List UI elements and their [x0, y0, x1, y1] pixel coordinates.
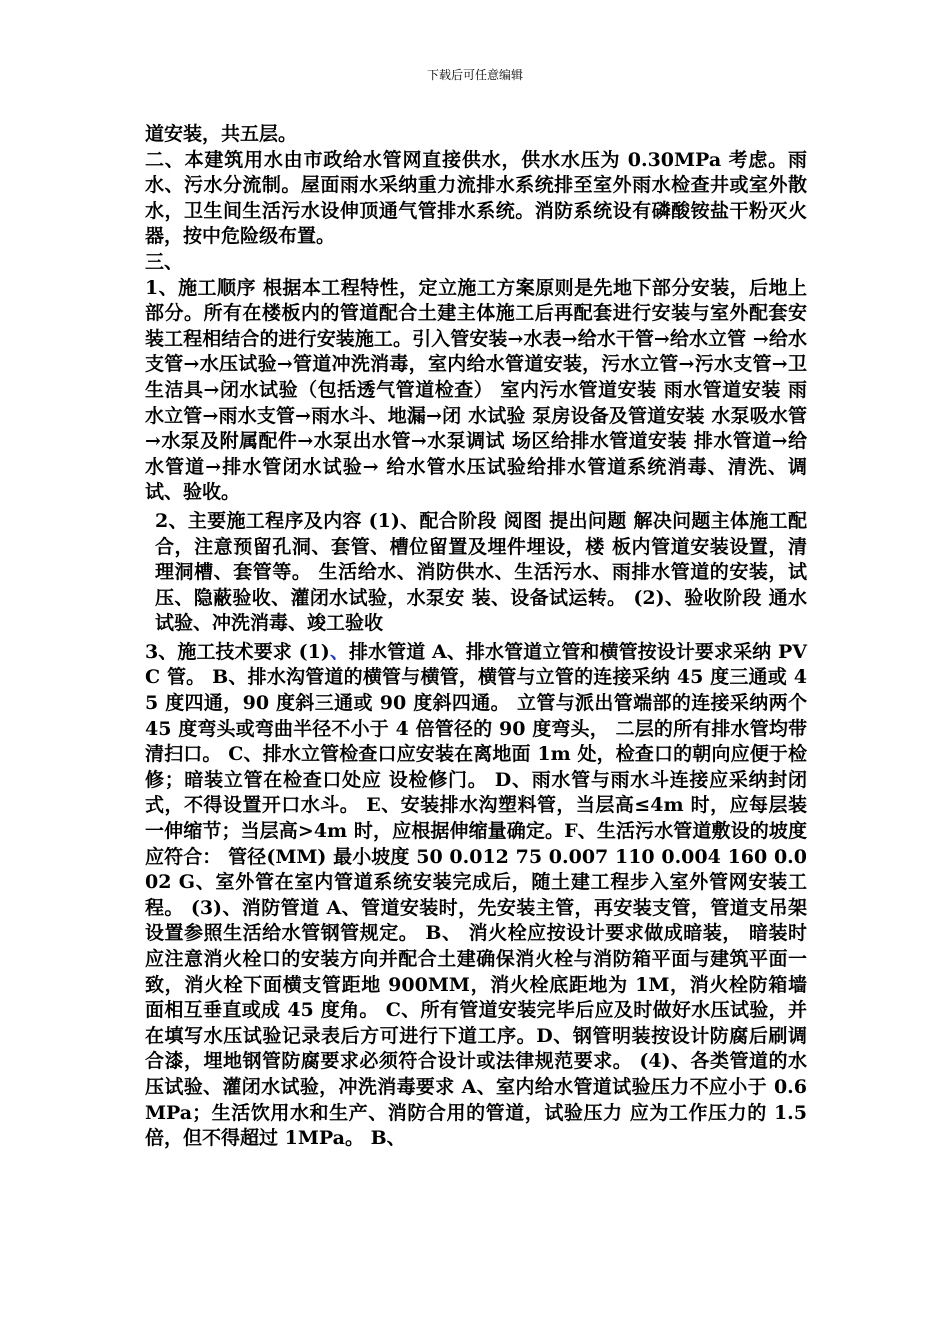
paragraph-main-procedures: 2、主要施工程序及内容 (1)、配合阶段 阅图 提出问题 解决问题主体施工配合，注意预留孔洞、套管、槽位留置及埋件埋设，楼 板内管道安装设置，清理洞槽、套管等。 生活给水、消防供水、生活污水、雨排水管道的安装，试压、隐蔽验收、灌闭水试验，水泵安 装、设备试运转。 (2)、验收阶段 通水试验、冲洗消毒、竣工验收 — [155, 509, 807, 635]
paragraph-technical-requirements — [145, 640, 807, 1152]
paragraph-water-supply-overview: 二、本建筑用水由市政给水管网直接供水，供水水压为 0.30MPa 考虑。雨水、污水分流制。屋面雨水采纳重力流排水系统排至室外雨水检查井或室外散水，卫生间生活污水设伸顶通气管排水系统。消防系统设有磷酸铵盐干粉灭火器，按中危险级布置。 — [145, 148, 807, 248]
paragraph-construction-sequence: 1、施工顺序 根据本工程特性，定立施工方案原则是先地下部分安装，后地上部分。所有在楼板内的管道配合土建主体施工后再配套进行安装与室外配套安装工程相结合的进行安装施工。引入管安装→水表→给水干管→给水立管 →给水支管→水压试验→管道冲洗消毒，室内给水管道安装，污水立管→污水支管→卫生洁具→闭水试验（包括透气管道检查） 室内污水管道安装 雨水管道安装 雨水立管→雨水支管→雨水斗、地漏→闭 水试验 泵房设备及管道安装 水泵吸水管→水泵及附属配件→水泵出水管→水泵调试 场区给排水管道安装 排水管道→给水管道→排水管闭水试验→ 给水管水压试验给排水管道系统消毒、清洗、调试、验收。 — [145, 276, 807, 504]
paragraph-pipe-install-floors: 道安装，共五层。 — [145, 123, 298, 145]
paragraph-section-three-heading: 三、 — [145, 250, 184, 273]
technical-requirements-body: 排水管道 A、排水管道立管和横管按设计要求采纳 PVC 管。 B、排水沟管道的横管与横管，横管与立管的连接采纳 45 度三通或 45 度四通，90 度斜三通或 90 度斜四通。 立管与派出管端部的连接采纳两个 45 度弯头或弯曲半径不小于 4 倍管径的 90 度弯头， 二层的所有排水管均带清扫口。 C、排水立管检查口应安装在离地面 1m 处，检查口的朝向应便于检修；暗装立管在检查口处应 设检修门。 D、雨水管与雨水斗连接应采纳封闭式，不得设置开口水斗。 E、安装排水沟塑料管，当层高≤4m 时，应每层装一伸缩节；当层高>4m 时，应根据伸缩量确定。F、生活污水管道敷设的坡度应符合： 管径(MM) 最小坡度 50 0.012 75 0.007 110 0.004 160 0.002 G、室外管在室内管道系统安装完成后，随土建工程步入室外管网安装工程。 (3)、消防管道 A、管道安装时，先安装主管，再安装支管，管道支吊架设置参照生活给水管钢管规定。 B、 消火栓应按设计要求做成暗装， 暗装时应注意消火栓口的安装方向并配合土建确保消火栓与消防箱平面与建筑平面一致，消火栓下面横支管距地 900MM，消火栓底距地为 1M，消火栓防箱墙 面相互垂直或成 45 度角。 C、所有管道安装完毕后应及时做好水压试验，并在填写水压试验记录表后方可进行下道工序。D、钢管明装按设计防腐后刷调合漆，埋地钢管防腐要求必须符合设计或法律规范要求。 (4)、各类管道的水压试验、灌闭水试验，冲洗消毒要求 A、室内给水管道试验压力不应小于 0.6MPa；生活饮用水和生产、消防合用的管道，试验压力 应为工作压力的 1.5 倍，但不得超过 1MPa。 B、 — [145, 640, 807, 1150]
document-body — [145, 122, 807, 1152]
blue-punctuation-mark: 、 — [329, 640, 349, 663]
technical-requirements-lead: 3、施工技术要求 (1) — [145, 640, 330, 663]
page-header-note: 下载后可任意编辑 — [426, 68, 523, 82]
